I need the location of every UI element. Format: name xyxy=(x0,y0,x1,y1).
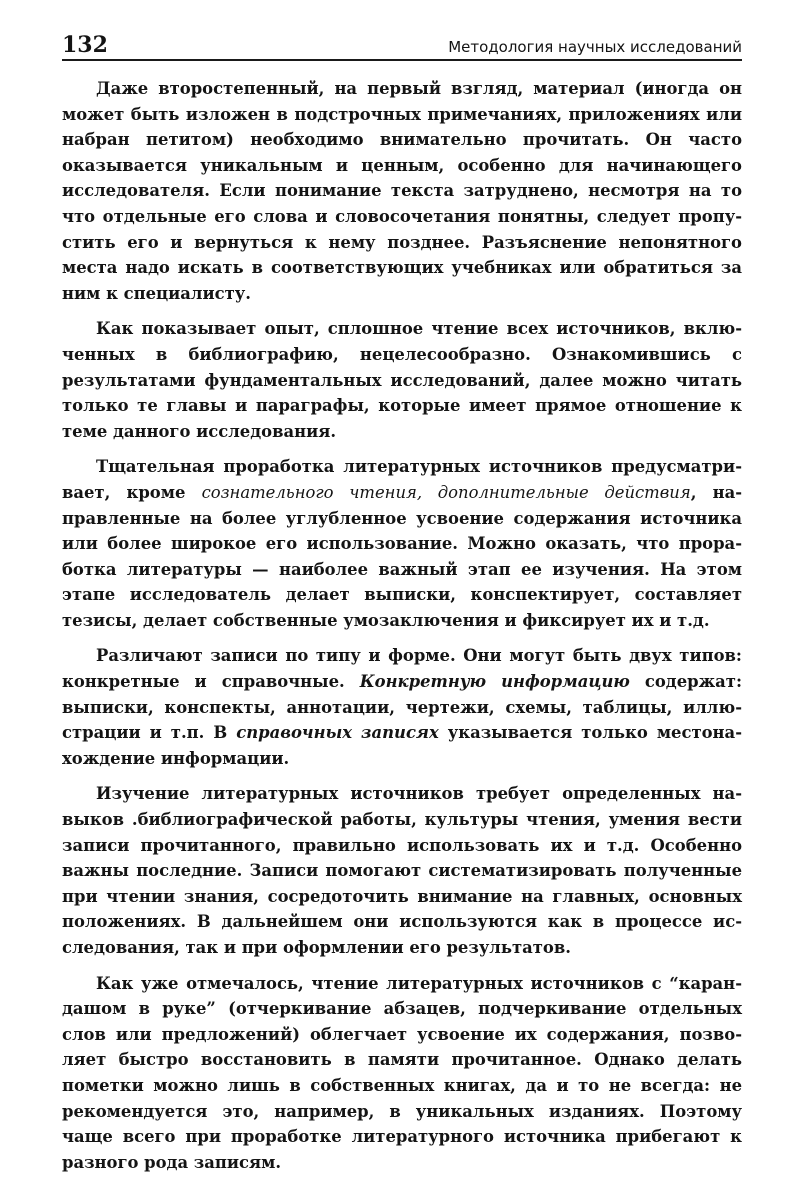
body-text xyxy=(62,76,742,1175)
emphasized-text: сознательного чтения, дополнительные действия xyxy=(201,482,691,502)
paragraph-text: Как показывает опыт, сплошное чтение всех источников, включенных в библиографию, нецелесообразно. Ознакомившись с результатами фундаментальных исследований, далее можно читать только те главы и параграфы, которые имеет прямое отношение к теме данного исследования. xyxy=(62,319,742,441)
paragraph-text: Как уже отмечалось, чтение литературных источников с “карандашом в руке” (отчеркивание абзацев, подчеркивание отдельных слов или предложений) облегчает усвоение их содержания, позволяет быстро восстановить в памяти прочитанное. Однако делать пометки можно лишь в собственных книгах, да и то не всегда: не рекомендуется это, например, в уникальных изданиях. Поэтому чаще всего при проработке литературного источника прибегают к разного рода записям. xyxy=(62,973,742,1172)
page-number: 132 xyxy=(62,32,108,58)
paragraph xyxy=(62,76,742,306)
paragraph-text: , направленные на более углубленное усвоение содержания источника или более широкое его использование. Можно оказать, что проработка литературы — наиболее важный этап ее изучения. На этом этапе исследователь делает выписки, конспектирует, составляет тезисы, делает собственные умозаключения и фиксирует их и т.д. xyxy=(62,482,743,630)
paragraph xyxy=(62,971,742,1176)
paragraph xyxy=(62,454,742,633)
paragraph xyxy=(62,643,742,771)
paragraph-text: Тщательная проработка литературных источников предусматривает, кроме xyxy=(62,457,742,502)
paragraph-text: Изучение литературных источников требует определенных навыков .библиографической работы, культуры чтения, умения вести записи прочитанного, правильно использовать их и т.д. Особенно важны последние. Записи помогают систематизировать полученные при чтении знания, сосредоточить внимание на главных, основных положениях. В дальнейшем они используются как в процессе исследования, так и при оформлении его результатов. xyxy=(62,784,742,957)
book-title: Методология научных исследований xyxy=(448,38,742,56)
paragraph-text: Даже второстепенный, на первый взгляд, материал (иногда он может быть изложен в подстрочных примечаниях, приложениях или набран петитом) необходимо внимательно прочитать. Он часто оказывается уникальным и ценным, особенно для начинающего исследователя. Если понимание текста затруднено, несмотря на то что отдельные его слова и словосочетания понятны, следует пропустить его и вернуться к нему позднее. Разъяснение непонятного места надо искать в соответствующих учебниках или обратиться за ним к специалисту. xyxy=(62,79,742,303)
paragraph-text: содержат: выписки, конспекты, аннотации, чертежи, схемы, таблицы, иллюстрации и т.п. В xyxy=(62,672,743,743)
book-page xyxy=(62,26,742,1185)
paragraph-text: Различают записи по типу и форме. Они могут быть двух типов: конкретные и справочные. xyxy=(62,646,742,692)
paragraph xyxy=(62,316,742,444)
running-header xyxy=(62,26,742,61)
emphasized-text: Конкретную информацию xyxy=(359,672,630,692)
paragraph-text: указывается только местонахождение информации. xyxy=(62,723,742,768)
emphasized-text: справочных записях xyxy=(236,723,439,743)
paragraph xyxy=(62,781,742,960)
